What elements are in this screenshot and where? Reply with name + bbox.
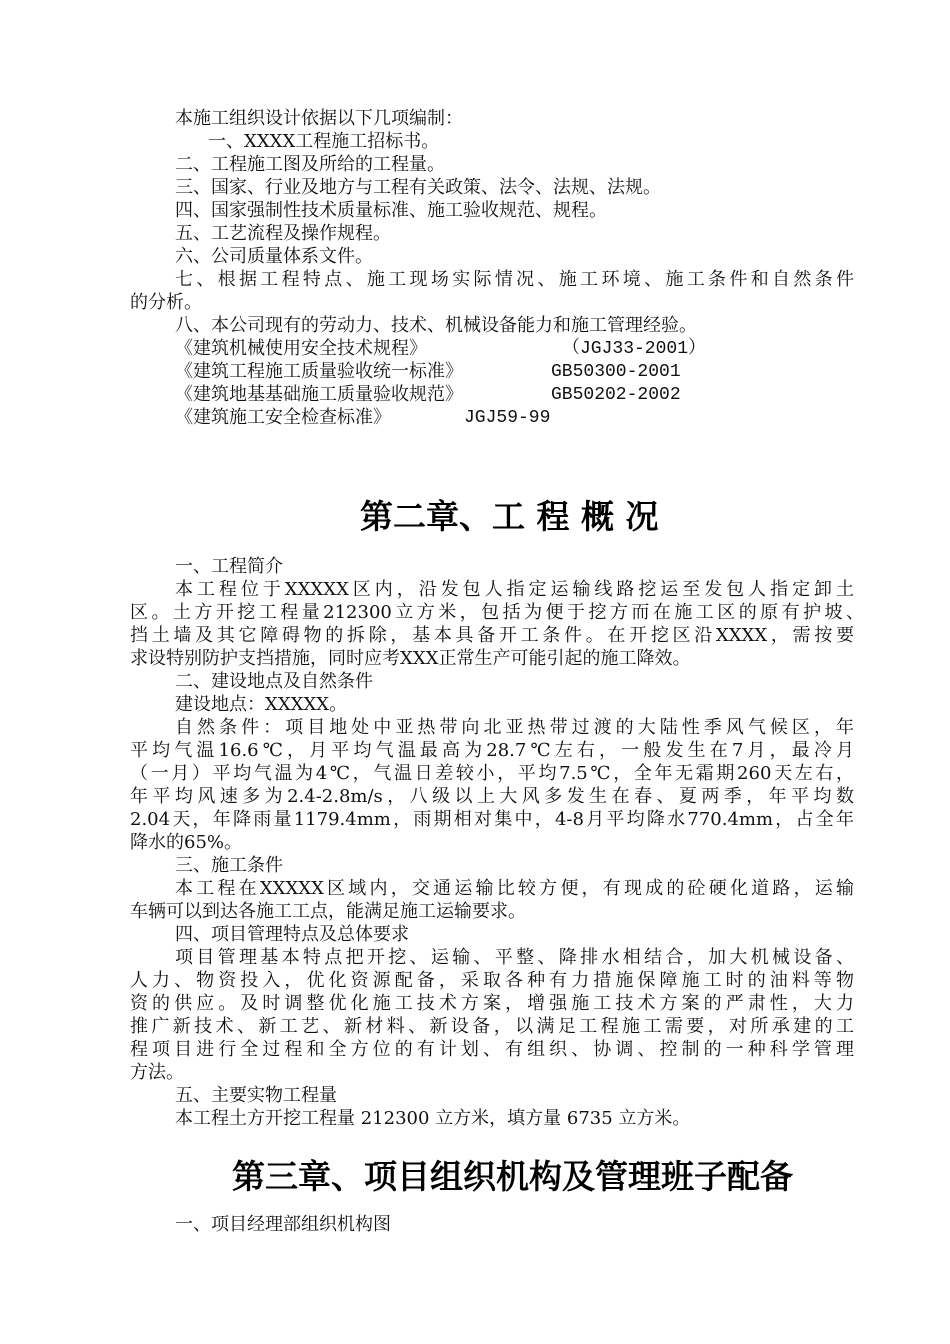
basis-item: 二、工程施工图及所给的工程量。 [175, 154, 445, 175]
standard-code: JGJ59-99 [464, 408, 551, 428]
basis-item: 六、公司质量体系文件。 [175, 246, 373, 267]
basis-item: 四、国家强制性技术质量标准、施工验收规范、规程。 [175, 200, 607, 221]
chapter-title: 第三章、项目组织机构及管理班子配备 [232, 1157, 793, 1196]
paragraph-line: 自然条件：项目地处中亚热带向北亚热带过渡的大陆性季风气候区，年 [175, 717, 854, 738]
paragraph-line: 求设特别防护支挡措施，同时应考XXX正常生产可能引起的施工降效。 [130, 648, 691, 669]
paragraph-line: 年平均风速多为2.4-2.8m/s，八级以上大风多发生在春、夏两季，年平均数 [130, 786, 854, 807]
paragraph-line: 挡土墙及其它障碍物的拆除，基本具备开工条件。在开挖区沿XXXX，需按要 [130, 625, 854, 646]
chapter-title: 第二章、工 程 概 况 [360, 497, 659, 536]
standard-name: 《建筑施工安全检查标准》 [175, 407, 391, 428]
paragraph-line: 本工程在XXXXX区域内，交通运输比较方便，有现成的砼硬化道路，运输 [175, 878, 854, 899]
section-heading: 一、项目经理部组织机构图 [175, 1214, 391, 1235]
basis-item: 一、XXXX工程施工招标书。 [208, 131, 440, 152]
paragraph-line: 推广新技术、新工艺、新材料、新设备，以满足工程施工需要，对所承建的工 [130, 1016, 854, 1037]
paragraph-line: 本工程土方开挖工程量 212300 立方米，填方量 6735 立方米。 [175, 1108, 691, 1129]
section-heading: 二、建设地点及自然条件 [175, 671, 373, 692]
standard-code: GB50300-2001 [551, 362, 681, 382]
basis-item: 八、本公司现有的劳动力、技术、机械设备能力和施工管理经验。 [175, 315, 697, 336]
paragraph-line: 降水的65%。 [130, 832, 243, 853]
paragraph-line: 建设地点：XXXXX。 [175, 694, 348, 715]
basis-item: 七、根据工程特点、施工现场实际情况、施工环境、施工条件和自然条件 [175, 269, 854, 290]
standard-code: GB50202-2002 [551, 385, 681, 405]
standard-name: 《建筑机械使用安全技术规程》 [175, 338, 427, 359]
section-heading: 五、主要实物工程量 [175, 1085, 337, 1106]
paragraph-line: 区。土方开挖工程量212300立方米，包括为便于挖方而在施工区的原有护坡、 [130, 602, 864, 623]
standard-name: 《建筑地基基础施工质量验收规范》 [175, 384, 463, 405]
standard-code: （JGJ33-2001） [562, 339, 707, 359]
paragraph-line: 项目管理基本特点把开挖、运输、平整、降排水相结合，加大机械设备、 [175, 947, 854, 968]
paragraph-line: 资的供应。及时调整优化施工技术方案，增强施工技术方案的严肃性，大力 [130, 993, 854, 1014]
basis-intro: 本施工组织设计依据以下几项编制： [175, 108, 463, 129]
basis-item: 五、工艺流程及操作规程。 [175, 223, 391, 244]
paragraph-line: 程项目进行全过程和全方位的有计划、有组织、协调、控制的一种科学管理 [130, 1039, 854, 1060]
paragraph-line: 平均气温16.6℃，月平均气温最高为28.7℃左右，一般发生在7月，最冷月 [130, 740, 854, 761]
paragraph-line: 车辆可以到达各施工工点，能满足施工运输要求。 [130, 901, 526, 922]
section-heading: 三、施工条件 [175, 855, 283, 876]
standard-name: 《建筑工程施工质量验收统一标准》 [175, 361, 463, 382]
section-heading: 一、工程简介 [175, 556, 283, 577]
basis-item: 三、国家、行业及地方与工程有关政策、法令、法规、法规。 [175, 177, 661, 198]
paragraph-line: （一月）平均气温为4℃，气温日差较小，平均7.5℃，全年无霜期260天左右， [130, 763, 854, 784]
paragraph-line: 人力、物资投入，优化资源配备，采取各种有力措施保障施工时的油料等物 [130, 970, 854, 991]
paragraph-line: 方法。 [130, 1062, 184, 1083]
paragraph-line: 2.04天，年降雨量1179.4mm，雨期相对集中，4-8月平均降水770.4mm，占全年 [130, 809, 854, 830]
paragraph-line: 本工程位于XXXXX区内，沿发包人指定运输线路挖运至发包人指定卸土 [175, 579, 854, 600]
section-heading: 四、项目管理特点及总体要求 [175, 924, 409, 945]
basis-item-continued: 的分析。 [130, 292, 202, 313]
